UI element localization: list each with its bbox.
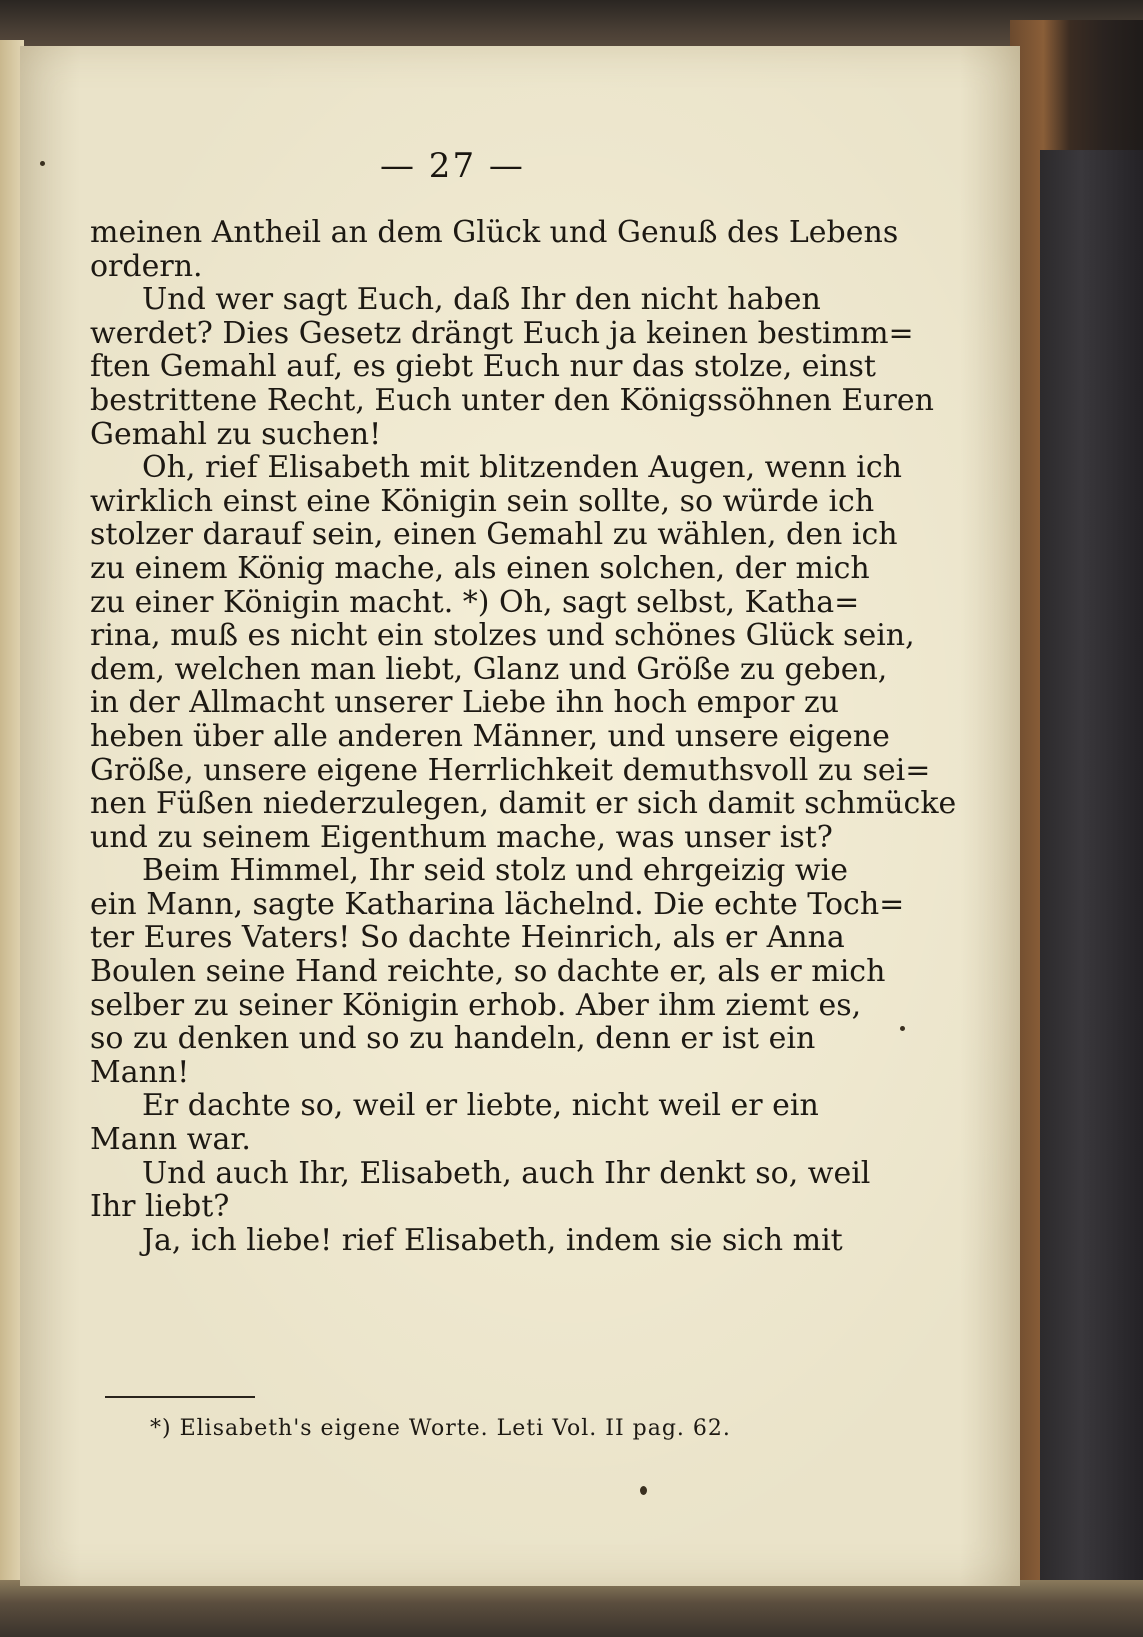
footnote-rule [105,1396,255,1398]
book-spine [1040,150,1143,1600]
text-line: ften Gemahl auf, es giebt Euch nur das stolze, einst [90,349,876,385]
text-line: stolzer darauf sein, einen Gemahl zu wählen, den ich [90,517,898,553]
text-line: in der Allmacht unserer Liebe ihn hoch empor zu [90,685,840,721]
paper-speck [640,1486,647,1495]
text-line: zu einem König mache, als einen solchen, der mich [90,550,870,586]
text-line: Beim Himmel, Ihr seid stolz und ehrgeizig wie [142,853,848,889]
book-top-edge [0,0,1143,52]
text-line: werdet? Dies Gesetz drängt Euch ja keinen bestimm= [90,315,914,351]
paper-speck [900,1026,905,1031]
text-line: selber zu seiner Königin erhob. Aber ihm ziemt es, [90,987,862,1023]
text-line: Oh, rief Elisabeth mit blitzenden Augen, wenn ich [142,450,903,486]
text-line: meinen Antheil an dem Glück und Genuß des Lebens [90,215,899,250]
text-line: Mann war. [90,1122,251,1158]
text-line: rina, muß es nicht ein stolzes und schönes Glück sein, [90,618,915,654]
text-line: dem, welchen man liebt, Glanz und Größe zu geben, [90,651,888,687]
footnote: *) Elisabeth's eigene Worte. Leti Vol. II pag. 62. [150,1416,731,1441]
text-line: heben über alle anderen Männer, und unsere eigene [90,718,890,754]
text-line: bestrittene Recht, Euch unter den Königssöhnen Euren [90,382,934,418]
text-line: ein Mann, sagte Katharina lächelnd. Die echte Toch= [90,886,905,922]
book-bottom-edge [0,1580,1143,1637]
text-line: nen Füßen niederzulegen, damit er sich damit schmücke [90,786,957,822]
book-page [20,46,1020,1586]
text-line: wirklich einst eine Königin sein sollte, so würde ich [90,483,875,519]
text-line: und zu seinem Eigenthum mache, was unser ist? [90,819,833,855]
text-line: Er dachte so, weil er liebte, nicht weil er ein [142,1088,819,1124]
text-line: ter Eures Vaters! So dachte Heinrich, als er Anna [90,920,845,956]
text-line: Boulen seine Hand reichte, so dachte er, als er mich [90,954,886,990]
text-line: Und wer sagt Euch, daß Ihr den nicht haben [142,282,821,318]
body-text [90,215,957,1258]
page-number: — 27 — [380,146,525,186]
text-line: Ja, ich liebe! rief Elisabeth, indem sie sich mit [142,1222,843,1258]
text-line: ordern. [90,248,203,284]
text-line: Größe, unsere eigene Herrlichkeit demuthsvoll zu sei= [90,752,931,788]
text-line: Und auch Ihr, Elisabeth, auch Ihr denkt so, weil [142,1155,871,1191]
text-line: Mann! [90,1054,190,1090]
text-line: zu einer Königin macht. *) Oh, sagt selbst, Katha= [90,584,860,620]
paper-speck [40,161,45,166]
text-line: Gemahl zu suchen! [90,416,382,452]
text-line: so zu denken und so zu handeln, denn er ist ein [90,1021,816,1057]
text-line: Ihr liebt? [90,1189,230,1225]
